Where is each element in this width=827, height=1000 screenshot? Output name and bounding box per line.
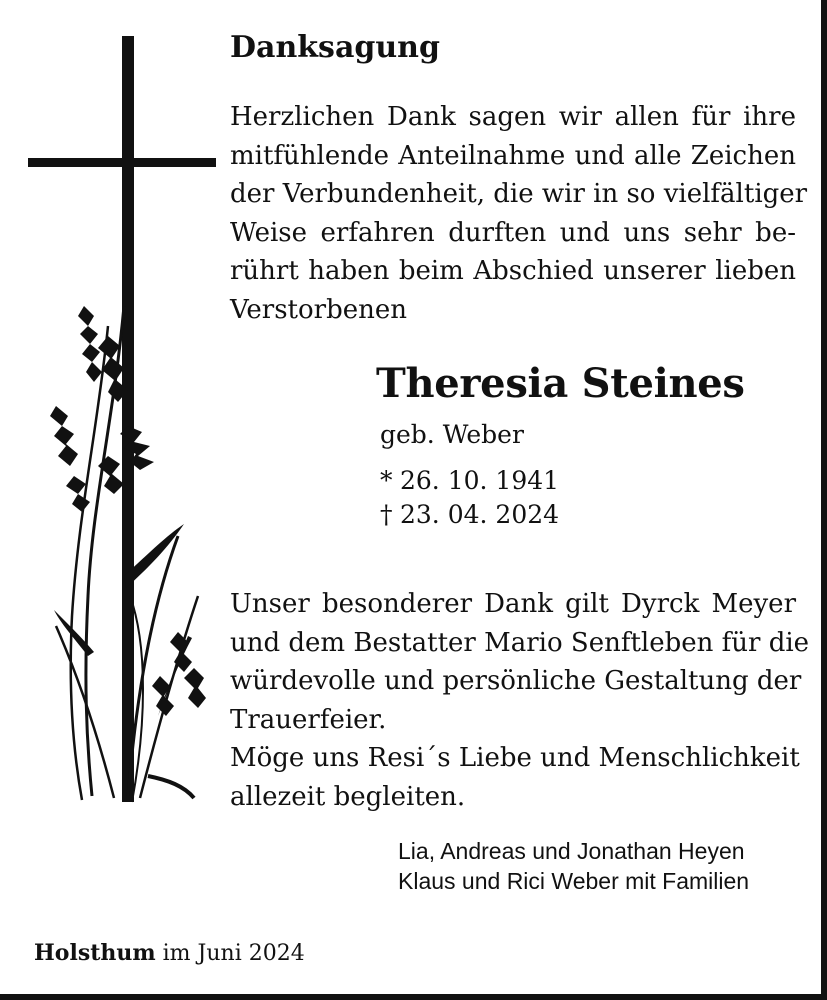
deceased-name: Theresia Steines bbox=[376, 360, 745, 407]
intro-line: mitfühlende Anteilnahme und alle Zeichen bbox=[230, 140, 796, 171]
signer-line: Lia, Andreas und Jonathan Heyen bbox=[398, 838, 745, 864]
thanks-line: Unser besonderer Dank gilt Dyrck Meyer bbox=[230, 589, 796, 619]
thanks-line: Trauerfeier. bbox=[230, 704, 387, 735]
intro-line: Verstorbenen bbox=[230, 294, 407, 325]
death-date: 23. 04. 2024 bbox=[400, 500, 560, 529]
born-name: geb. Weber bbox=[380, 420, 524, 449]
intro-line: der Verbundenheit, die wir in so vielfältiger bbox=[230, 179, 808, 210]
signer-line: Klaus und Rici Weber mit Familien bbox=[398, 868, 750, 894]
heading-danksagung: Danksagung bbox=[230, 30, 440, 65]
birth-symbol: * bbox=[380, 466, 393, 495]
birth-date: 26. 10. 1941 bbox=[400, 466, 560, 495]
intro-paragraph bbox=[230, 98, 808, 330]
intro-line: Weise erfahren durften und uns sehr be- bbox=[230, 217, 796, 248]
thanks-line: und dem Bestatter Mario Senftleben für die bbox=[230, 627, 810, 658]
intro-line: Herzlichen Dank sagen wir allen für ihre bbox=[230, 102, 796, 132]
signers-block bbox=[398, 836, 749, 896]
death-symbol: † bbox=[380, 500, 393, 529]
intro-line: rührt haben beim Abschied unserer lieben bbox=[230, 256, 796, 287]
thanks-line: Möge uns Resi´s Liebe und Menschlichkeit bbox=[230, 743, 800, 774]
thanks-line: würdevolle und persönliche Gestaltung der bbox=[230, 666, 802, 697]
death-date-row bbox=[380, 500, 559, 529]
footer-place: Holsthum bbox=[34, 940, 156, 966]
thanks-line: allezeit begleiten. bbox=[230, 781, 466, 812]
footer-date: im Juni 2024 bbox=[162, 941, 305, 966]
footer-place-date bbox=[34, 940, 305, 966]
cross-with-grass-icon bbox=[28, 36, 228, 806]
birth-date-row bbox=[380, 466, 559, 495]
thanks-paragraph bbox=[230, 585, 810, 817]
